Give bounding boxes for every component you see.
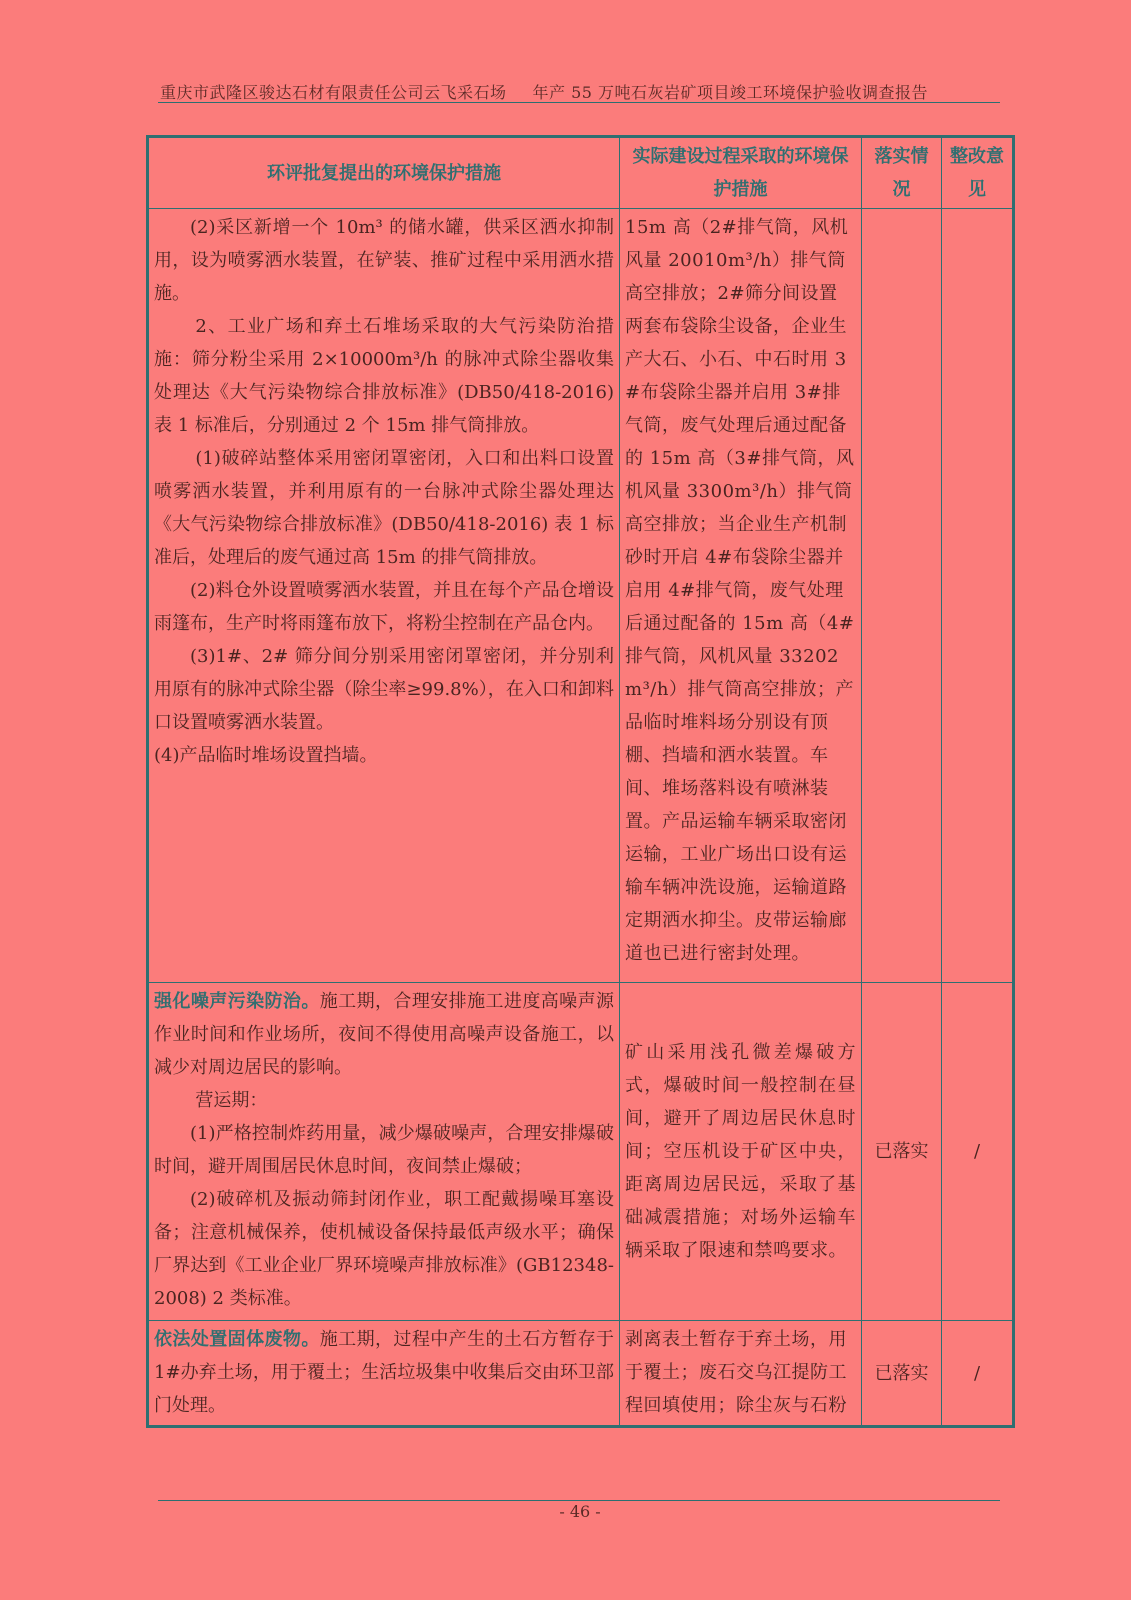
actual-cell-air: 15m 高（2#排气筒，风机风量 20010m³/h）排气筒高空排放；2#筛分间设置两套布袋除尘设备，企业生产大石、小石、中石时用 3#布袋除尘器并启用 3#排气筒，废气处理后通过配备的 15m 高（3#排气筒，风机风量 3300m³/h）排气筒高空排放；当企业生产机制砂时开启 4#布袋除尘器并启用 4#排气筒，废气处理后通过配备的 15m 高（4#排气筒，风机风量 33202m³/h）排气筒高空排放；产品临时堆料场分别设有顶棚、挡墙和洒水装置。车间、堆场落料设有喷淋装置。产品运输车辆采取密闭运输，工业广场出口设有运输车辆冲洗设施，运输道路定期洒水抑尘。皮带运输廊道也已进行密封处理。	[620, 209, 862, 983]
list-item: 营运期：	[195, 1090, 268, 1111]
waste-text: 施工期，过程中产生的土石方暂存于 1#办弃土场，用于覆土；生活垃圾集中收集后交由环卫部门处理。	[154, 1329, 614, 1416]
list-item: (1)严格控制炸药用量，减少爆破噪声，合理安排爆破时间，避开周围居民休息时间，夜间禁止爆破；	[154, 1123, 614, 1177]
footer-rule	[158, 1500, 1000, 1501]
list-item: (4)产品临时堆场设置挡墙。	[154, 745, 378, 766]
list-item: (1)破碎站整体采用密闭罩密闭，入口和出料口设置喷雾洒水装置，并利用原有的一台脉冲式除尘器处理达 《大气污染物综合排放标准》(DB50/418-2016) 表 1 标准后，处理后的废气通过高 15m 的排气筒排放。	[154, 448, 614, 568]
approval-cell-air	[148, 209, 620, 983]
header-rectification: 整改意见	[942, 137, 1014, 209]
table-header-row	[148, 137, 1014, 209]
implementation-cell-noise: 已落实	[862, 983, 942, 1321]
page-number: - 46 -	[559, 1502, 601, 1521]
table-row	[148, 1321, 1014, 1427]
rectification-cell-air	[942, 209, 1014, 983]
table-row	[148, 209, 1014, 983]
list-item: (2)破碎机及振动筛封闭作业，职工配戴揚噪耳塞设备；注意机械保养，使机械设备保持最低声级水平；确保厂界达到《工业企业厂界环境噪声排放标准》(GB12348-2008) 2 类标准。	[154, 1189, 614, 1309]
actual-cell-waste: 剥离表土暂存于弃土场，用于覆土；废石交乌江提防工程回填使用；除尘灰与石粉	[620, 1321, 862, 1427]
list-item: (2)采区新增一个 10m³ 的储水罐，供采区洒水抑制用，设为喷雾洒水装置，在铲装、推矿过程中采用洒水措施。	[154, 217, 614, 304]
rectification-cell-waste: /	[942, 1321, 1014, 1427]
header-report-title: 年产 55 万吨石灰岩矿项目竣工环境保护验收调查报告	[532, 83, 929, 102]
list-item: 2、工业广场和弃土石堆场采取的大气污染防治措施：筛分粉尘采用 2×10000m³/h 的脉冲式除尘器收集处理达《大气污染物综合排放标准》(DB50/418-2016) 表 1 标准后，分别通过 2 个 15m 排气筒排放。	[154, 316, 614, 436]
header-approval-measures: 环评批复提出的环境保护措施	[148, 137, 620, 209]
noise-construction-text: 施工期，合理安排施工进度高噪声源作业时间和作业场所，夜间不得使用高噪声设备施工，以减少对周边居民的影响。	[154, 991, 614, 1078]
header-actual-measures: 实际建设过程采取的环境保护措施	[620, 137, 862, 209]
header-rule	[158, 102, 1000, 103]
approval-cell-waste	[148, 1321, 620, 1427]
header-company: 重庆市武隆区骏达石材有限责任公司云飞采石场	[160, 83, 507, 102]
approval-cell-noise	[148, 983, 620, 1321]
noise-heading: 强化噪声污染防治。	[154, 991, 320, 1012]
page-header	[160, 80, 1000, 103]
implementation-cell-air	[862, 209, 942, 983]
list-item: (3)1#、2# 筛分间分别采用密闭罩密闭，并分别利用原有的脉冲式除尘器（除尘率≥99.8%），在入口和卸料口设置喷雾洒水装置。	[154, 646, 614, 733]
implementation-cell-waste: 已落实	[862, 1321, 942, 1427]
rectification-cell-noise: /	[942, 983, 1014, 1321]
header-implementation: 落实情况	[862, 137, 942, 209]
list-item: (2)料仓外设置喷雾洒水装置，并且在每个产品仓增设雨篷布，生产时将雨篷布放下，将粉尘控制在产品仓内。	[154, 580, 614, 634]
waste-heading: 依法处置固体废物。	[154, 1329, 320, 1350]
measures-table	[146, 135, 1015, 1428]
actual-cell-noise: 矿山采用浅孔微差爆破方式，爆破时间一般控制在昼间，避开了周边居民休息时间；空压机设于矿区中央，距离周边居民远，采取了基础减震措施；对场外运输车辆采取了限速和禁鸣要求。	[620, 983, 862, 1321]
table-row	[148, 983, 1014, 1321]
